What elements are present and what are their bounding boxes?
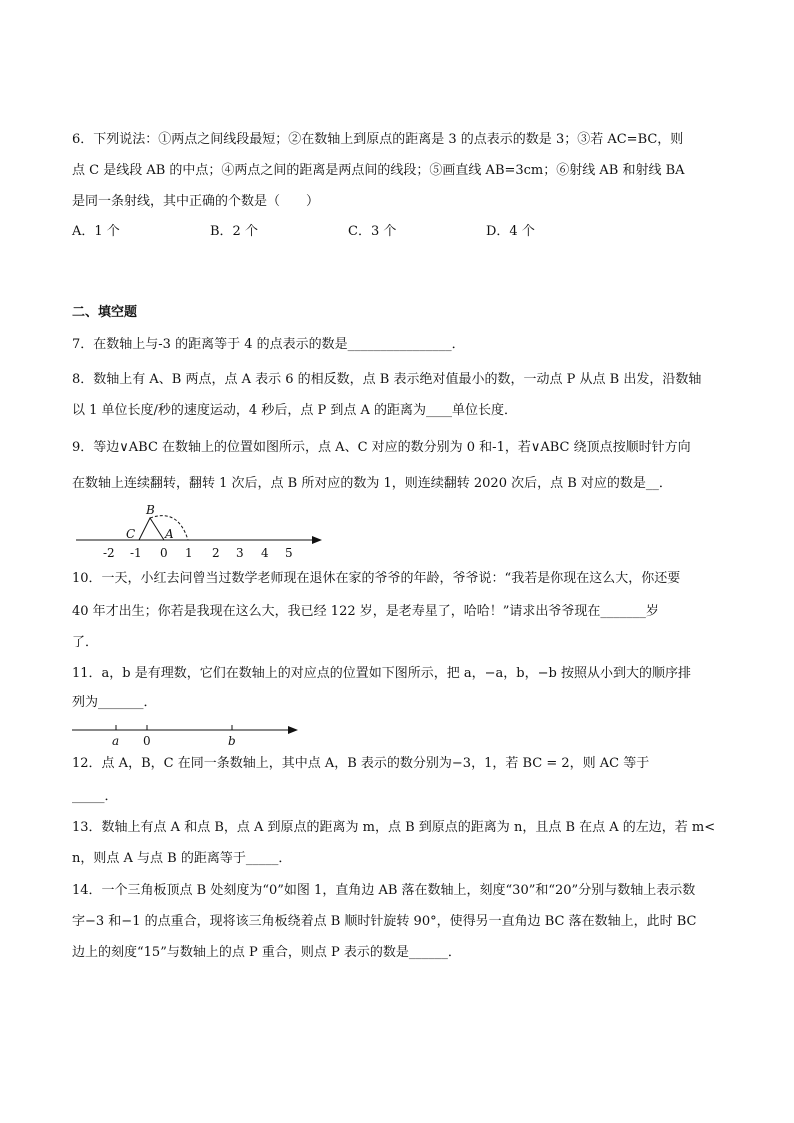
- q13-line1: 13．数轴上有点 A 和点 B，点 A 到原点的距离为 m，点 B 到原点的距离为 n，且点 B 在点 A 的左边，若 m<: [72, 820, 716, 835]
- q9-tick-label: 3: [236, 546, 244, 560]
- q11-label-a: a: [112, 734, 120, 748]
- q9-tick-label: -2: [103, 546, 115, 560]
- q9-tick-label: 1: [185, 546, 193, 560]
- q8-line1: 8．数轴上有 A、B 两点，点 A 表示 6 的相反数，点 B 表示绝对值最小的数，一动点 P 从点 B 出发，沿数轴: [72, 372, 702, 387]
- q6-option-b: B．2 个: [210, 224, 258, 239]
- q10-line3: 了．: [72, 635, 99, 650]
- q11-line1: 11．a，b 是有理数，它们在数轴上的对应点的位置如下图所示，把 a，−a，b，−b 按照从小到大的顺序排: [72, 666, 691, 681]
- q9-triangle: [139, 518, 164, 540]
- q11-label-b: b: [228, 734, 236, 748]
- q9-label-c: C: [126, 527, 136, 541]
- q6-option-a: A．1 个: [72, 224, 120, 239]
- q9-label-b: B: [146, 503, 155, 517]
- q9-label-a: A: [165, 527, 174, 541]
- q14-line1: 14．一个三角板顶点 B 处刻度为“0”如图 1，直角边 AB 落在数轴上，刻度“30”和“20”分别与数轴上表示数: [72, 883, 696, 898]
- q9-tick-label: -1: [130, 546, 142, 560]
- q12-line2: _____．: [72, 789, 118, 804]
- q6-option-c: C．3 个: [348, 224, 397, 239]
- q9-axis-arrow: [312, 536, 322, 544]
- q10-line1: 10．一天，小红去问曾当过数学老师现在退休在家的爷爷的年龄，爷爷说：“我若是你现在这么大，你还要: [72, 571, 681, 586]
- q9-tick-label: 5: [285, 546, 293, 560]
- q6-line1: 6．下列说法：①两点之间线段最短；②在数轴上到原点的距离是 3 的点表示的数是 3；③若 AC=BC，则: [72, 132, 684, 147]
- q9-number-line-figure: [70, 500, 330, 560]
- q13-line2: n，则点 A 与点 B 的距离等于_____．: [72, 851, 292, 866]
- q9-tick-label: 2: [212, 546, 220, 560]
- q11-axis-arrow: [288, 726, 298, 734]
- q14-line3: 边上的刻度“15”与数轴上的点 P 重合，则点 P 表示的数是______．: [72, 945, 461, 960]
- q11-number-line-figure: [70, 718, 310, 748]
- q14-line2: 字−3 和−1 的点重合，现将该三角板绕着点 B 顺时针旋转 90°，使得另一直角边 BC 落在数轴上，此时 BC: [72, 914, 697, 929]
- q12-line1: 12．点 A，B，C 在同一条数轴上，其中点 A，B 表示的数分别为−3，1，若 BC = 2，则 AC 等于: [72, 756, 650, 771]
- q9-tick-label: 4: [261, 546, 269, 560]
- q6-line2: 点 C 是线段 AB 的中点；④两点之间的距离是两点间的线段；⑤画直线 AB=3cm；⑥射线 AB 和射线 BA: [72, 163, 685, 178]
- section-title: 二、填空题: [72, 305, 138, 320]
- q10-line2: 40 年才出生；你若是我现在这么大，我已经 122 岁，是老寿星了，哈哈！”请求出爷爷现在_______岁: [72, 604, 659, 619]
- q8-line2: 以 1 单位长度/秒的速度运动，4 秒后，点 P 到点 A 的距离为____单位长度．: [72, 403, 517, 418]
- q9-tick-label: 0: [160, 546, 168, 560]
- q9-line2: 在数轴上连续翻转，翻转 1 次后，点 B 所对应的数为 1，则连续翻转 2020 次后，点 B 对应的数是__．: [72, 476, 672, 491]
- q11-label-0: 0: [143, 734, 151, 748]
- q7-text: 7．在数轴上与-3 的距离等于 4 的点表示的数是________________．: [72, 337, 465, 352]
- q11-line2: 列为_______．: [72, 695, 157, 710]
- q6-option-d: D．4 个: [486, 224, 535, 239]
- q6-line3: 是同一条射线，其中正确的个数是（ ）: [72, 194, 320, 209]
- q9-line1: 9．等边∨ABC 在数轴上的位置如图所示，点 A、C 对应的数分别为 0 和-1，若∨ABC 绕顶点按顺时针方向: [72, 440, 691, 455]
